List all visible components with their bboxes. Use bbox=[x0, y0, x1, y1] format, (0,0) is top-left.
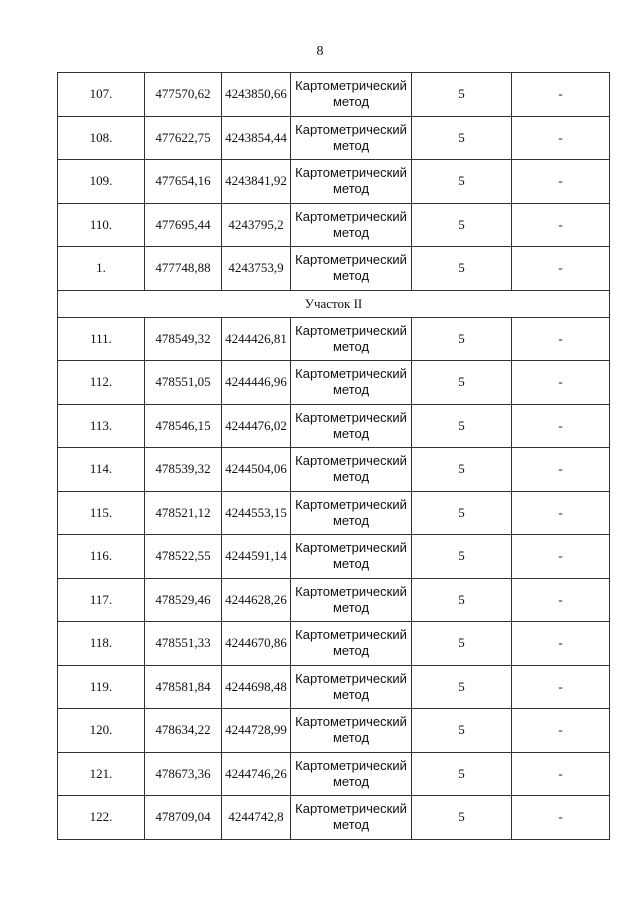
method-line-2: метод bbox=[332, 94, 370, 110]
method-cell bbox=[291, 203, 412, 247]
section-title: Участок II bbox=[58, 290, 610, 317]
method-line-2: метод bbox=[332, 268, 370, 284]
table-row bbox=[58, 622, 610, 666]
accuracy-cell: 5 bbox=[412, 404, 512, 448]
note-cell: - bbox=[512, 203, 610, 247]
accuracy-cell: 5 bbox=[412, 665, 512, 709]
method-line-1: Картометрический bbox=[295, 165, 407, 181]
note-cell: - bbox=[512, 535, 610, 579]
y-coordinate-cell: 4243795,2 bbox=[222, 203, 291, 247]
table-row bbox=[58, 535, 610, 579]
point-number-cell: 118. bbox=[58, 622, 145, 666]
method-line-1: Картометрический bbox=[295, 78, 407, 94]
method-line-2: метод bbox=[332, 224, 370, 240]
method-cell bbox=[291, 448, 412, 492]
y-coordinate-cell: 4243841,92 bbox=[222, 160, 291, 204]
table-row bbox=[58, 361, 610, 405]
y-coordinate-cell: 4243850,66 bbox=[222, 73, 291, 117]
table-row bbox=[58, 116, 610, 160]
point-number-cell: 113. bbox=[58, 404, 145, 448]
x-coordinate-cell: 478551,05 bbox=[145, 361, 222, 405]
table-row bbox=[58, 752, 610, 796]
point-number-cell: 119. bbox=[58, 665, 145, 709]
method-cell bbox=[291, 116, 412, 160]
note-cell: - bbox=[512, 361, 610, 405]
point-number-cell: 108. bbox=[58, 116, 145, 160]
accuracy-cell: 5 bbox=[412, 796, 512, 840]
x-coordinate-cell: 477622,75 bbox=[145, 116, 222, 160]
method-line-2: метод bbox=[332, 599, 370, 615]
accuracy-cell: 5 bbox=[412, 116, 512, 160]
method-line-2: метод bbox=[332, 425, 370, 441]
method-cell bbox=[291, 160, 412, 204]
y-coordinate-cell: 4244504,06 bbox=[222, 448, 291, 492]
y-coordinate-cell: 4244728,99 bbox=[222, 709, 291, 753]
x-coordinate-cell: 478546,15 bbox=[145, 404, 222, 448]
note-cell: - bbox=[512, 796, 610, 840]
y-coordinate-cell: 4244553,15 bbox=[222, 491, 291, 535]
table-row bbox=[58, 247, 610, 291]
method-cell bbox=[291, 709, 412, 753]
table-row bbox=[58, 709, 610, 753]
point-number-cell: 116. bbox=[58, 535, 145, 579]
method-line-1: Картометрический bbox=[295, 757, 407, 773]
note-cell: - bbox=[512, 247, 610, 291]
y-coordinate-cell: 4243854,44 bbox=[222, 116, 291, 160]
x-coordinate-cell: 478551,33 bbox=[145, 622, 222, 666]
coordinates-table bbox=[57, 72, 610, 840]
method-line-2: метод bbox=[332, 730, 370, 746]
method-line-1: Картометрический bbox=[295, 322, 407, 338]
note-cell: - bbox=[512, 622, 610, 666]
note-cell: - bbox=[512, 448, 610, 492]
x-coordinate-cell: 477570,62 bbox=[145, 73, 222, 117]
x-coordinate-cell: 478581,84 bbox=[145, 665, 222, 709]
method-line-2: метод bbox=[332, 512, 370, 528]
method-line-2: метод bbox=[332, 137, 370, 153]
method-line-1: Картометрический bbox=[295, 801, 407, 817]
method-line-2: метод bbox=[332, 817, 370, 833]
method-line-2: метод bbox=[332, 773, 370, 789]
note-cell: - bbox=[512, 404, 610, 448]
point-number-cell: 120. bbox=[58, 709, 145, 753]
method-cell bbox=[291, 578, 412, 622]
x-coordinate-cell: 477748,88 bbox=[145, 247, 222, 291]
y-coordinate-cell: 4244426,81 bbox=[222, 317, 291, 361]
point-number-cell: 1. bbox=[58, 247, 145, 291]
method-cell bbox=[291, 622, 412, 666]
method-cell bbox=[291, 535, 412, 579]
point-number-cell: 112. bbox=[58, 361, 145, 405]
x-coordinate-cell: 478673,36 bbox=[145, 752, 222, 796]
method-cell bbox=[291, 752, 412, 796]
method-cell bbox=[291, 361, 412, 405]
accuracy-cell: 5 bbox=[412, 578, 512, 622]
y-coordinate-cell: 4244591,14 bbox=[222, 535, 291, 579]
accuracy-cell: 5 bbox=[412, 622, 512, 666]
accuracy-cell: 5 bbox=[412, 752, 512, 796]
method-cell bbox=[291, 491, 412, 535]
table-row bbox=[58, 73, 610, 117]
x-coordinate-cell: 478529,46 bbox=[145, 578, 222, 622]
y-coordinate-cell: 4244628,26 bbox=[222, 578, 291, 622]
x-coordinate-cell: 477654,16 bbox=[145, 160, 222, 204]
method-cell bbox=[291, 404, 412, 448]
note-cell: - bbox=[512, 491, 610, 535]
accuracy-cell: 5 bbox=[412, 247, 512, 291]
accuracy-cell: 5 bbox=[412, 491, 512, 535]
y-coordinate-cell: 4244670,86 bbox=[222, 622, 291, 666]
method-line-2: метод bbox=[332, 382, 370, 398]
table-row bbox=[58, 317, 610, 361]
method-line-1: Картометрический bbox=[295, 453, 407, 469]
method-line-1: Картометрический bbox=[295, 540, 407, 556]
point-number-cell: 122. bbox=[58, 796, 145, 840]
accuracy-cell: 5 bbox=[412, 160, 512, 204]
method-line-1: Картометрический bbox=[295, 366, 407, 382]
method-line-1: Картометрический bbox=[295, 409, 407, 425]
method-cell bbox=[291, 247, 412, 291]
note-cell: - bbox=[512, 116, 610, 160]
table-row bbox=[58, 404, 610, 448]
method-line-1: Картометрический bbox=[295, 496, 407, 512]
accuracy-cell: 5 bbox=[412, 361, 512, 405]
method-line-2: метод bbox=[332, 469, 370, 485]
accuracy-cell: 5 bbox=[412, 203, 512, 247]
table-row bbox=[58, 491, 610, 535]
point-number-cell: 111. bbox=[58, 317, 145, 361]
y-coordinate-cell: 4244742,8 bbox=[222, 796, 291, 840]
accuracy-cell: 5 bbox=[412, 317, 512, 361]
table-row bbox=[58, 160, 610, 204]
method-cell bbox=[291, 317, 412, 361]
x-coordinate-cell: 478539,32 bbox=[145, 448, 222, 492]
point-number-cell: 114. bbox=[58, 448, 145, 492]
x-coordinate-cell: 478521,12 bbox=[145, 491, 222, 535]
note-cell: - bbox=[512, 317, 610, 361]
method-line-2: метод bbox=[332, 338, 370, 354]
table-body bbox=[58, 73, 610, 840]
x-coordinate-cell: 478522,55 bbox=[145, 535, 222, 579]
method-line-2: метод bbox=[332, 556, 370, 572]
table-row bbox=[58, 796, 610, 840]
note-cell: - bbox=[512, 665, 610, 709]
table-row bbox=[58, 448, 610, 492]
accuracy-cell: 5 bbox=[412, 709, 512, 753]
section-row bbox=[58, 290, 610, 317]
note-cell: - bbox=[512, 73, 610, 117]
method-line-1: Картометрический bbox=[295, 714, 407, 730]
y-coordinate-cell: 4244446,96 bbox=[222, 361, 291, 405]
point-number-cell: 107. bbox=[58, 73, 145, 117]
x-coordinate-cell: 478634,22 bbox=[145, 709, 222, 753]
method-line-1: Картометрический bbox=[295, 252, 407, 268]
y-coordinate-cell: 4244698,48 bbox=[222, 665, 291, 709]
method-line-2: метод bbox=[332, 686, 370, 702]
method-line-2: метод bbox=[332, 181, 370, 197]
note-cell: - bbox=[512, 160, 610, 204]
page-number: 8 bbox=[316, 44, 324, 59]
note-cell: - bbox=[512, 709, 610, 753]
note-cell: - bbox=[512, 752, 610, 796]
table-row bbox=[58, 203, 610, 247]
point-number-cell: 115. bbox=[58, 491, 145, 535]
y-coordinate-cell: 4244746,26 bbox=[222, 752, 291, 796]
method-cell bbox=[291, 665, 412, 709]
accuracy-cell: 5 bbox=[412, 535, 512, 579]
accuracy-cell: 5 bbox=[412, 73, 512, 117]
x-coordinate-cell: 478549,32 bbox=[145, 317, 222, 361]
method-cell bbox=[291, 796, 412, 840]
method-line-1: Картометрический bbox=[295, 208, 407, 224]
point-number-cell: 117. bbox=[58, 578, 145, 622]
method-line-2: метод bbox=[332, 643, 370, 659]
method-line-1: Картометрический bbox=[295, 627, 407, 643]
x-coordinate-cell: 477695,44 bbox=[145, 203, 222, 247]
y-coordinate-cell: 4244476,02 bbox=[222, 404, 291, 448]
point-number-cell: 110. bbox=[58, 203, 145, 247]
point-number-cell: 121. bbox=[58, 752, 145, 796]
method-cell bbox=[291, 73, 412, 117]
method-line-1: Картометрический bbox=[295, 121, 407, 137]
y-coordinate-cell: 4243753,9 bbox=[222, 247, 291, 291]
x-coordinate-cell: 478709,04 bbox=[145, 796, 222, 840]
table-row bbox=[58, 665, 610, 709]
point-number-cell: 109. bbox=[58, 160, 145, 204]
accuracy-cell: 5 bbox=[412, 448, 512, 492]
note-cell: - bbox=[512, 578, 610, 622]
method-line-1: Картометрический bbox=[295, 583, 407, 599]
method-line-1: Картометрический bbox=[295, 670, 407, 686]
table-row bbox=[58, 578, 610, 622]
